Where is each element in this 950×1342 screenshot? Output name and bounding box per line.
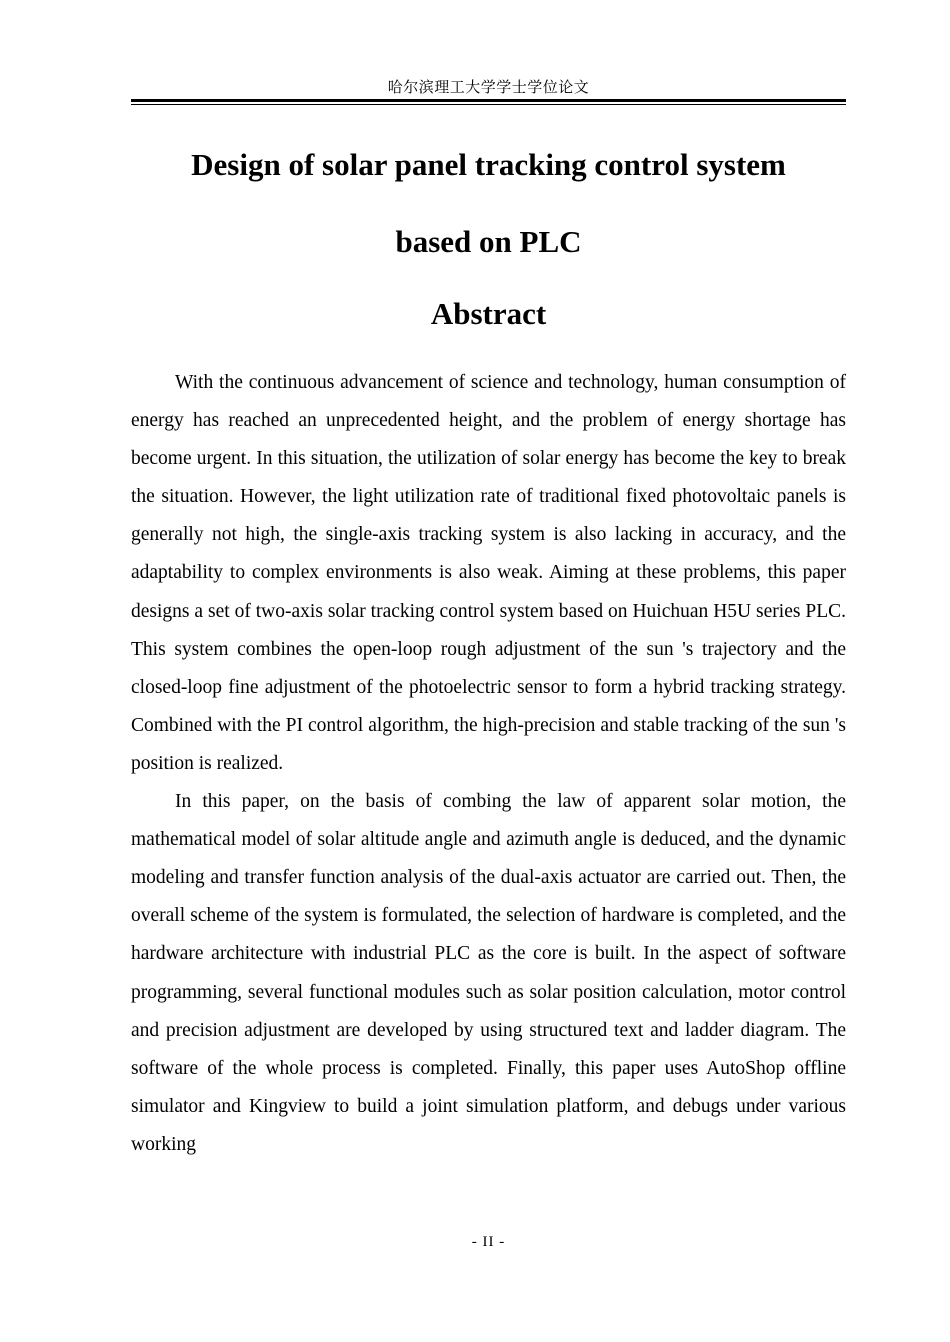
page-number: - II -	[471, 1234, 506, 1250]
header-rule-thin	[131, 104, 846, 105]
paper-title	[131, 126, 846, 280]
abstract-body	[131, 364, 846, 1164]
paper-title-line-2: based on PLC	[395, 224, 582, 259]
header-rule-thick	[131, 99, 846, 102]
paper-title-line-1: Design of solar panel tracking control system	[191, 147, 786, 182]
abstract-paragraph-1: With the continuous advancement of science and technology, human consumption of energy has reached an unprecedented height, and the problem of energy shortage has become urgent. In this situation, the utilization of solar energy has become the key to break the situation. However, the light utilization rate of traditional fixed photovoltaic panels is generally not high, the single-axis tracking system is also lacking in accuracy, and the adaptability to complex environments is also weak. Aiming at these problems, this paper designs a set of two-axis solar tracking control system based on Huichuan H5U series PLC. This system combines the open-loop rough adjustment of the sun 's trajectory and the closed-loop fine adjustment of the photoelectric sensor to form a hybrid tracking strategy. Combined with the PI control algorithm, the high-precision and stable tracking of the sun 's position is realized.	[131, 372, 846, 774]
abstract-paragraph-2: In this paper, on the basis of combing the law of apparent solar motion, the mathematical model of solar altitude angle and azimuth angle is deduced, and the dynamic modeling and transfer function analysis of the dual-axis actuator are carried out. Then, the overall scheme of the system is formulated, the selection of hardware is completed, and the hardware architecture with industrial PLC as the core is built. In the aspect of software programming, several functional modules such as solar position calculation, motor control and precision adjustment are developed by using structured text and ladder diagram. The software of the whole process is completed. Finally, this paper uses AutoShop offline simulator and Kingview to build a joint simulation platform, and debugs under various working	[131, 791, 846, 1155]
abstract-heading: Abstract	[430, 296, 547, 331]
running-header: 哈尔滨理工大学学士学位论文	[387, 80, 590, 96]
